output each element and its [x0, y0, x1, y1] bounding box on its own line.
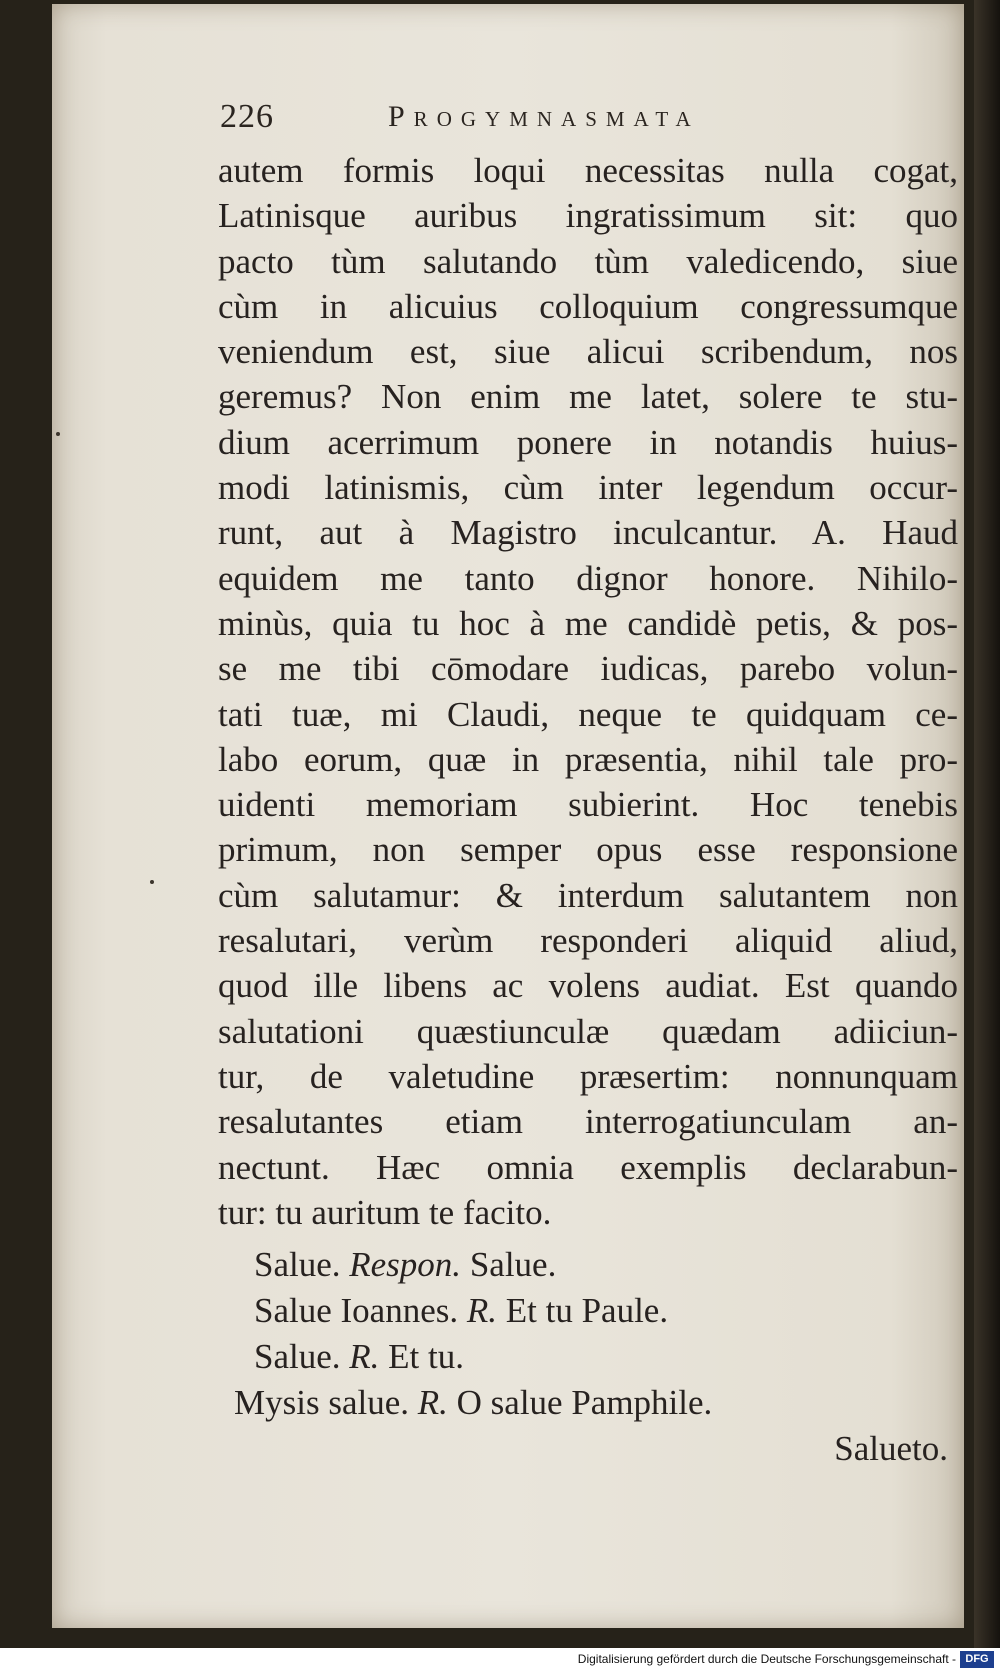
text-line: tur, de valetudine præsertim: nonnunquam — [218, 1056, 958, 1096]
text-line: cùm in alicuius colloquium congressumque — [218, 286, 958, 326]
text-line: salutationi quæstiunculæ quædam adiiciun- — [218, 1011, 958, 1051]
reply: Et tu Paule. — [505, 1291, 669, 1330]
text-line: tur: tu auritum te facito. — [218, 1192, 552, 1232]
text-line: runt, aut à Magistro inculcantur. A. Haud — [218, 513, 958, 553]
text-line: equidem me tanto dignor honore. Nihilo- — [218, 558, 958, 598]
dialogue-line — [218, 1334, 958, 1380]
text-line: veniendum est, siue alicui scribendum, nos — [218, 332, 958, 372]
dialogue-line — [218, 1288, 958, 1334]
digitization-footer — [0, 1648, 1000, 1672]
text-line: nectunt. Hæc omnia exemplis declarabun- — [218, 1147, 958, 1187]
text-line: labo eorum, quæ in præsentia, nihil tale pro- — [218, 739, 958, 779]
page-number: 226 — [220, 98, 274, 135]
dfg-logo-icon: DFG — [960, 1651, 994, 1668]
response-marker: Respon. — [349, 1245, 462, 1284]
text-line: cùm salutamur: & interdum salutantem non — [218, 875, 958, 915]
text-line: dium acerrimum ponere in notandis huius- — [218, 422, 958, 462]
text-line: geremus? Non enim me latet, solere te stu- — [218, 377, 958, 417]
reply: O salue Pamphile. — [456, 1383, 713, 1422]
reply: Et tu. — [388, 1337, 464, 1376]
ink-speck — [56, 432, 60, 436]
text-line: tati tuæ, mi Claudi, neque te quidquam ce- — [218, 694, 958, 734]
running-title: Progymnasmata — [388, 100, 700, 133]
text-line: minùs, quia tu hoc à me candidè petis, & pos- — [218, 603, 958, 643]
text-line: uidenti memoriam subierint. Hoc tenebis — [218, 785, 958, 825]
text-line: quod ille libens ac volens audiat. Est quando — [218, 966, 958, 1006]
response-marker: R. — [417, 1383, 448, 1422]
body-text — [218, 148, 958, 1235]
text-line: modi latinismis, cùm inter legendum occur- — [218, 468, 958, 508]
book-edge-shadow — [974, 0, 1000, 1648]
running-head — [220, 98, 940, 142]
ink-speck — [150, 880, 154, 884]
greeting: Salue. — [254, 1245, 341, 1284]
greeting: Salue. — [254, 1337, 341, 1376]
dialogue-continuation: Salueto. — [834, 1429, 948, 1468]
text-line: Latinisque auribus ingratissimum sit: quo — [218, 196, 958, 236]
text-line: se me tibi cōmodare iudicas, parebo volun- — [218, 649, 958, 689]
text-line: autem formis loqui necessitas nulla cogat, — [218, 151, 958, 190]
reply: Salue. — [469, 1245, 557, 1284]
greeting: Mysis salue. — [234, 1383, 409, 1422]
text-line: resalutantes etiam interrogatiunculam an- — [218, 1102, 958, 1142]
text-line: pacto tùm salutando tùm valedicendo, siue — [218, 241, 958, 281]
footer-credit: Digitalisierung gefördert durch die Deutsche Forschungsgemeinschaft - — [577, 1652, 956, 1666]
dialogue-examples — [218, 1242, 958, 1472]
response-marker: R. — [349, 1337, 380, 1376]
text-line: resalutari, verùm responderi aliquid aliud, — [218, 921, 958, 961]
dialogue-line — [218, 1380, 958, 1426]
greeting: Salue Ioannes. — [254, 1291, 459, 1330]
response-marker: R. — [466, 1291, 497, 1330]
text-line: primum, non semper opus esse responsione — [218, 830, 958, 870]
dialogue-line — [218, 1242, 958, 1288]
